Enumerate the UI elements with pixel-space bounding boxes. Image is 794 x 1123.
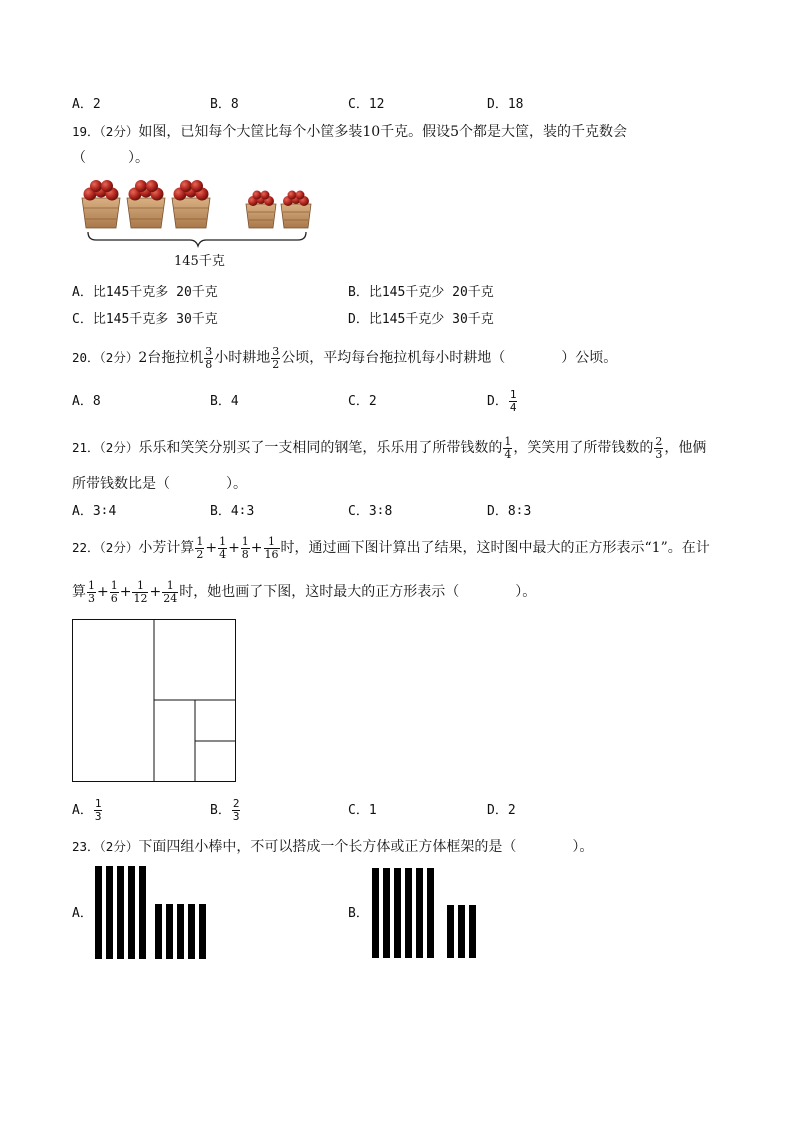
q21-stem-line2: 所带钱数比是（ ）。 bbox=[72, 476, 247, 492]
q22-option-b-fraction bbox=[232, 798, 241, 823]
numerator: 3 bbox=[205, 344, 213, 358]
plus-sign: + bbox=[228, 540, 240, 556]
numerator: 1 bbox=[94, 797, 102, 810]
q20-stem bbox=[72, 340, 617, 376]
q22-fraction bbox=[132, 580, 148, 605]
q22-square-diagram bbox=[72, 619, 237, 784]
denominator: 4 bbox=[509, 401, 517, 414]
q22-text-1: 小芳计算 bbox=[138, 540, 195, 556]
q22-number: 22．（2分） bbox=[72, 540, 139, 555]
q21-option-d[interactable]: D．8∶3 bbox=[487, 504, 532, 519]
numerator: 1 bbox=[509, 388, 517, 401]
q23-stick-group-b bbox=[372, 868, 487, 960]
stick bbox=[394, 868, 401, 958]
stick bbox=[95, 866, 102, 959]
stick bbox=[117, 866, 124, 959]
q20-number: 20．（2分） bbox=[72, 350, 139, 365]
q22-fraction bbox=[162, 580, 178, 605]
numerator: 1 bbox=[504, 434, 512, 448]
denominator: 4 bbox=[219, 547, 227, 561]
q22-option-d[interactable]: D．2 bbox=[487, 803, 516, 818]
plus-sign: + bbox=[149, 584, 162, 600]
stick bbox=[199, 904, 206, 959]
q22-option-a[interactable] bbox=[72, 794, 103, 828]
stick bbox=[188, 904, 195, 959]
stick bbox=[405, 868, 412, 958]
stick bbox=[427, 868, 434, 958]
denominator: 2 bbox=[196, 547, 204, 561]
q22-stem-line2 bbox=[72, 574, 536, 610]
q21-fraction-1 bbox=[503, 436, 512, 461]
curly-brace bbox=[88, 232, 306, 246]
q23-stem bbox=[72, 837, 593, 857]
q20-option-d[interactable] bbox=[487, 385, 518, 419]
q20-option-d-fraction bbox=[509, 389, 518, 414]
q18-option-c[interactable]: C．12 bbox=[348, 97, 385, 112]
denominator: 8 bbox=[205, 357, 213, 371]
denominator: 24 bbox=[163, 591, 178, 605]
q22-fraction bbox=[195, 536, 204, 561]
q21-number: 21．（2分） bbox=[72, 440, 139, 455]
stick bbox=[106, 866, 113, 959]
stick bbox=[155, 904, 162, 959]
q21-text-2: ，笑笑用了所带钱数的 bbox=[513, 440, 654, 456]
numerator: 1 bbox=[196, 534, 204, 548]
q20-option-c[interactable]: C．2 bbox=[348, 394, 377, 409]
numerator: 1 bbox=[241, 534, 249, 548]
stick bbox=[139, 866, 146, 959]
small-basket-1 bbox=[246, 191, 276, 229]
q19-option-a[interactable]: A．比145千克多 20千克 bbox=[72, 285, 218, 300]
numerator: 1 bbox=[88, 578, 95, 592]
denominator: 12 bbox=[133, 591, 148, 605]
q20-option-d-label: D． bbox=[487, 394, 508, 409]
q21-option-a[interactable]: A．3∶4 bbox=[72, 504, 117, 519]
q20-option-a[interactable]: A．8 bbox=[72, 394, 101, 409]
q22-fraction bbox=[110, 580, 119, 605]
q18-option-b[interactable]: B．8 bbox=[210, 97, 239, 112]
q20-fraction-2 bbox=[271, 346, 280, 371]
q22-fraction bbox=[241, 536, 250, 561]
q19-option-b[interactable]: B．比145千克少 20千克 bbox=[348, 285, 494, 300]
q21-text-1: 乐乐和笑笑分别买了一支相同的钢笔，乐乐用了所带钱数的 bbox=[138, 440, 503, 456]
big-basket-3 bbox=[172, 180, 210, 228]
plus-sign: + bbox=[205, 540, 218, 556]
q22-fraction bbox=[264, 536, 280, 561]
q19-stem bbox=[72, 122, 627, 142]
q23-number: 23．（2分） bbox=[72, 839, 139, 854]
stick bbox=[128, 866, 135, 959]
q21-option-c[interactable]: C．3∶8 bbox=[348, 504, 393, 519]
plus-sign: + bbox=[250, 540, 263, 556]
numerator: 1 bbox=[132, 580, 148, 593]
big-basket-1 bbox=[82, 180, 120, 228]
q22-option-c[interactable]: C．1 bbox=[348, 803, 377, 818]
q19-text: 如图，已知每个大筐比每个小筐多装10千克。假设5个都是大筐，装的千克数会 bbox=[138, 124, 628, 140]
numerator: 1 bbox=[162, 580, 178, 593]
plus-sign: + bbox=[97, 584, 109, 600]
q20-text-2: 小时耕地 bbox=[214, 350, 271, 366]
stick bbox=[177, 904, 184, 959]
q22-text-2: 时，通过画下图计算出了结果，这时图中最大的正方形表示“1”。在计 bbox=[280, 540, 710, 556]
numerator: 1 bbox=[264, 536, 280, 549]
q19-figure-label: 145千克 bbox=[174, 254, 225, 269]
q22-option-a-label: A． bbox=[72, 803, 93, 818]
q22-fraction bbox=[218, 536, 227, 561]
q19-option-d[interactable]: D．比145千克少 30千克 bbox=[348, 312, 494, 327]
numerator: 3 bbox=[272, 344, 280, 358]
q22-stem-line1 bbox=[72, 530, 710, 566]
q22-text-3: 算 bbox=[72, 584, 86, 600]
stick bbox=[416, 868, 423, 958]
q21-text-3: ，他俩 bbox=[664, 440, 707, 456]
denominator: 8 bbox=[241, 547, 249, 561]
q20-text-3: 公顷，平均每台拖拉机每小时耕地（ ）公顷。 bbox=[281, 350, 618, 366]
q20-text-1: 2台拖拉机 bbox=[138, 350, 204, 366]
small-basket-2 bbox=[281, 191, 311, 229]
stick bbox=[458, 905, 465, 958]
q22-fraction bbox=[87, 580, 96, 605]
q18-option-a[interactable]: A．2 bbox=[72, 97, 101, 112]
q22-option-a-fraction bbox=[94, 798, 103, 823]
q20-option-b[interactable]: B．4 bbox=[210, 394, 239, 409]
q22-option-b-label: B． bbox=[210, 803, 231, 818]
q21-stem bbox=[72, 430, 706, 466]
denominator: 3 bbox=[655, 447, 663, 461]
denominator: 3 bbox=[94, 810, 102, 823]
q23-stick-group-a bbox=[95, 866, 215, 960]
stick bbox=[447, 905, 454, 958]
q23-option-b[interactable]: B． bbox=[348, 906, 369, 921]
numerator: 2 bbox=[655, 434, 663, 448]
q21-option-b[interactable]: B．4∶3 bbox=[210, 504, 255, 519]
numerator: 1 bbox=[219, 534, 227, 548]
denominator: 3 bbox=[88, 591, 95, 605]
denominator: 6 bbox=[110, 591, 118, 605]
stick bbox=[372, 868, 379, 958]
denominator: 3 bbox=[232, 810, 240, 823]
q19-number: 19．（2分） bbox=[72, 124, 139, 139]
q19-option-c[interactable]: C．比145千克多 30千克 bbox=[72, 312, 218, 327]
stick bbox=[383, 868, 390, 958]
q20-fraction-1 bbox=[204, 346, 213, 371]
big-basket-2 bbox=[127, 180, 165, 228]
numerator: 2 bbox=[232, 797, 240, 810]
q21-fraction-2 bbox=[654, 436, 663, 461]
q23-text: 下面四组小棒中，不可以搭成一个长方体或正方体框架的是（ ）。 bbox=[138, 839, 594, 855]
q22-option-b[interactable] bbox=[210, 794, 241, 828]
stick bbox=[469, 905, 476, 958]
q23-option-a[interactable]: A． bbox=[72, 906, 93, 921]
denominator: 4 bbox=[504, 447, 512, 461]
plus-sign: + bbox=[119, 584, 132, 600]
stick bbox=[166, 904, 173, 959]
q19-answer-paren: （ ）。 bbox=[72, 150, 149, 166]
numerator: 1 bbox=[110, 578, 118, 592]
q22-text-4: 时，她也画了下图，这时最大的正方形表示（ ）。 bbox=[179, 584, 537, 600]
q19-basket-figure bbox=[78, 180, 318, 270]
denominator: 2 bbox=[272, 357, 280, 371]
denominator: 16 bbox=[264, 547, 279, 561]
q18-option-d[interactable]: D．18 bbox=[487, 97, 524, 112]
